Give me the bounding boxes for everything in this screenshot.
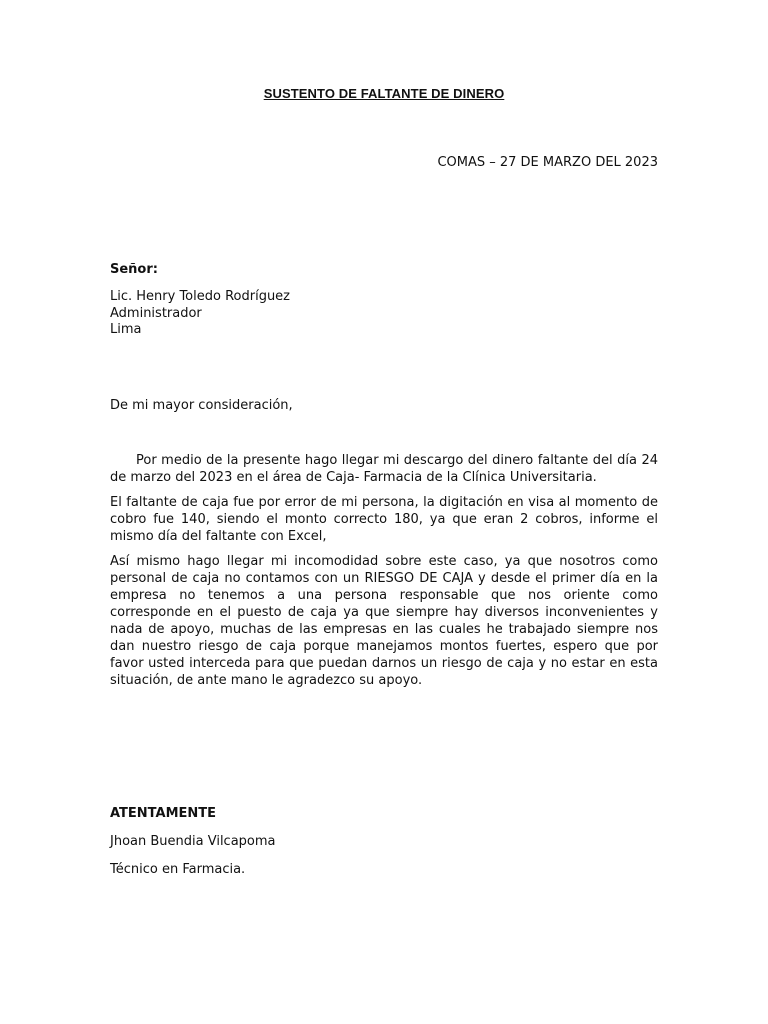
closing: ATENTAMENTE xyxy=(110,806,217,821)
addressee-name: Lic. Henry Toledo Rodríguez xyxy=(110,289,291,304)
addressee-block xyxy=(110,289,290,339)
date-line: COMAS – 27 DE MARZO DEL 2023 xyxy=(437,155,658,170)
document-title: SUSTENTO DE FALTANTE DE DINERO xyxy=(263,86,505,101)
letter-body xyxy=(110,452,658,697)
signer-name: Jhoan Buendia Vilcapoma xyxy=(110,834,276,849)
greeting: De mi mayor consideración, xyxy=(110,398,293,413)
addressee-position: Administrador xyxy=(110,305,202,321)
paragraph-request: Así mismo hago llegar mi incomodidad sobre este caso, ya que nosotros como personal de caja no contamos con un RIESGO DE CAJA y desde el primer día en la empresa no tenemos a una persona responsable que nos oriente como corresponde en el puesto de caja ya que siempre hay diversos inconvenientes y nada de apoyo, muchas de las empresas en las cuales he trabajado siempre nos dan nuestro riesgo de caja porque manejamos montos fuertes, espero que por favor usted interceda para que puedan darnos un riesgo de caja y no estar en esta situación, de ante mano le agradezco su apoyo. xyxy=(110,554,658,688)
signer-title: Técnico en Farmacia. xyxy=(110,862,246,877)
addressee-city: Lima xyxy=(110,322,142,337)
salutation: Señor: xyxy=(110,262,158,277)
paragraph-intro: Por medio de la presente hago llegar mi descargo del dinero faltante del día 24 de marzo del 2023 en el área de Caja- Farmacia de la Clínica Universitaria. xyxy=(110,453,658,485)
paragraph-explanation: El faltante de caja fue por error de mi persona, la digitación en visa al momento de cobro fue 140, siendo el monto correcto 180, ya que eran 2 cobros, informe el mismo día del faltante con Excel, xyxy=(110,495,658,544)
